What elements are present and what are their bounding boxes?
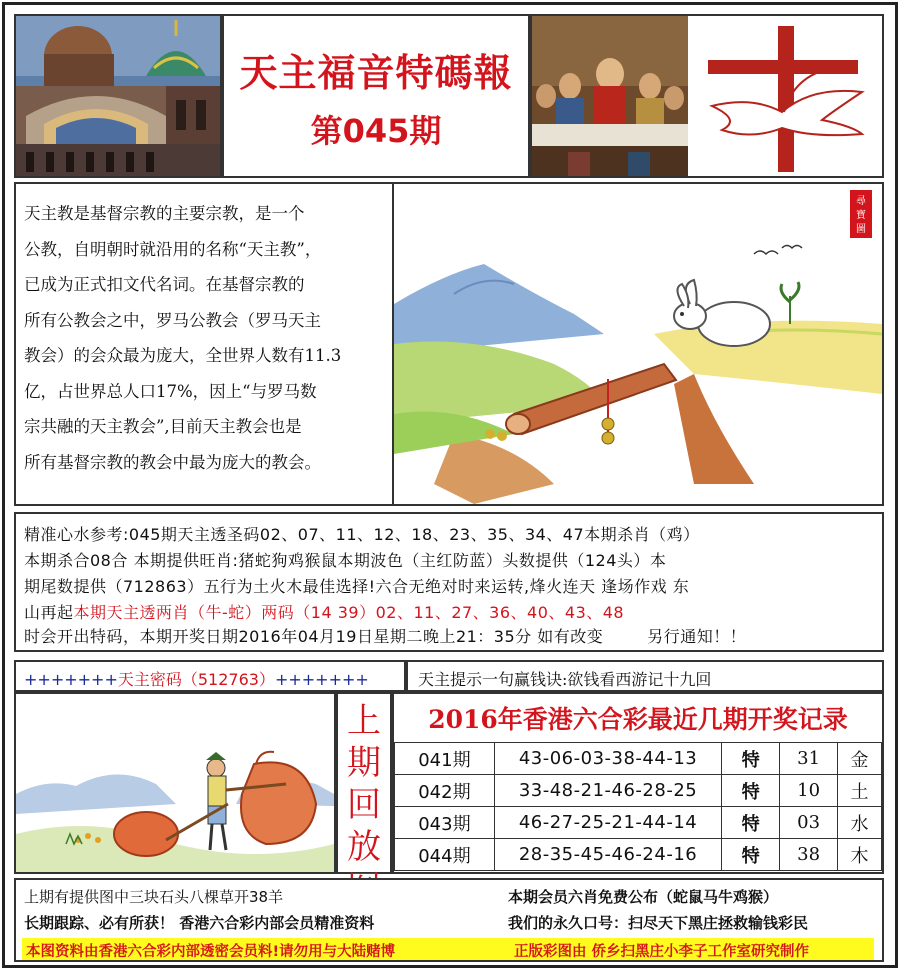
code-suffix: +++++++	[274, 670, 369, 689]
table-row	[395, 839, 882, 871]
special-label-cell: 特	[722, 775, 780, 807]
secret-code	[24, 667, 369, 690]
footer-text: 本图资料由香港六合彩内部透密会员料!请勿用与大陆赌博	[26, 944, 396, 960]
intro-line: 所有公教会之中，罗马公教会（罗马天主	[24, 310, 321, 330]
results-panel	[392, 692, 884, 874]
page-title: 天主福音特碼報	[239, 51, 513, 95]
footer-text: 长期跟踪、必有所获！ 香港六合彩内部会员精准资料	[24, 914, 375, 932]
intro-line: 教会）的会众最为庞大，全世界人数有11.3	[24, 346, 342, 365]
info-text: 山再起	[24, 603, 74, 622]
tip-text: 天主提示一句赢钱诀:欲钱看西游记十九回	[418, 670, 712, 689]
intro-line: 天主教是基督宗教的主要宗教，是一个	[24, 204, 305, 223]
issue-cell: 041期	[395, 743, 495, 775]
element-cell: 土	[838, 775, 882, 807]
footer-text: 上期有提供图中三块石头八棵草开38羊	[24, 888, 284, 906]
last-issue-label: 上 期 回 放	[347, 701, 381, 867]
special-label-cell: 特	[722, 839, 780, 871]
info-line: 期尾数提供（712863）五行为土火木最佳选择!六合无绝对时来运转,烽火连天 逢场作戏 东	[24, 577, 690, 596]
info-highlight: 本期天主透两肖（牛-蛇）两码（14 39）02、11、27、36、40、43、48	[73, 603, 625, 622]
numbers-cell: 43-06-03-38-44-13	[494, 743, 721, 775]
title-panel	[222, 14, 530, 178]
code-prefix: +++++++	[24, 670, 118, 689]
issue-cell: 044期	[395, 839, 495, 871]
intro-line: 已成为正式扣文代名词。在基督宗教的	[24, 275, 305, 294]
last-supper-painting	[532, 16, 688, 176]
special-number-cell: 31	[780, 743, 838, 775]
table-row	[395, 807, 882, 839]
footer-text: 正版彩图由 侨乡扫黑庄小李子工作室研究制作	[514, 944, 810, 960]
religious-images	[530, 14, 884, 178]
treasure-map-illustration	[392, 182, 884, 506]
issue-cell: 043期	[395, 807, 495, 839]
info-line	[24, 600, 624, 623]
special-number-cell: 03	[780, 807, 838, 839]
special-label-cell: 特	[722, 807, 780, 839]
numbers-cell: 33-48-21-46-28-25	[494, 775, 721, 807]
intro-line: 亿，占世界总人口17%，因上“与罗马数	[24, 381, 317, 401]
special-number-cell: 38	[780, 839, 838, 871]
footer-text: 本期会员六肖免费公布（蛇鼠马牛鸡猴）	[508, 888, 779, 906]
cathedral-image	[14, 14, 222, 178]
svg-text:尋: 尋	[856, 196, 866, 207]
intro-panel	[14, 182, 392, 506]
special-number-cell: 10	[780, 775, 838, 807]
intro-paragraph	[24, 196, 384, 480]
cross-dove-icon	[692, 16, 882, 176]
footer-panel	[14, 878, 884, 962]
last-issue-label-panel	[336, 692, 392, 874]
secret-code-panel	[14, 660, 406, 692]
info-line: 本期杀合08合 本期提供旺肖:猪蛇狗鸡猴鼠本期波色（主红防蓝）头数提供（124头）本	[24, 551, 667, 570]
issue-cell: 042期	[395, 775, 495, 807]
prediction-panel	[14, 512, 884, 652]
footer-text: 我们的永久口号：扫尽天下黑庄拯救输钱彩民	[508, 914, 809, 932]
intro-line: 所有基督宗教的教会中最为庞大的教会。	[24, 452, 321, 472]
intro-line: 宗共融的天主教会”,目前天主教会也是	[24, 417, 302, 436]
info-line: 精准心水参考:045期天主透圣码02、07、11、12、18、23、35、34、47本期杀肖（鸡）	[24, 525, 700, 544]
element-cell: 金	[838, 743, 882, 775]
code-label: 天主密码（512763）	[117, 670, 275, 689]
seal-stamp	[850, 190, 872, 238]
info-text: 另行通知！！	[647, 627, 747, 646]
special-label-cell: 特	[722, 743, 780, 775]
results-table	[394, 742, 882, 871]
numbers-cell: 46-27-25-21-44-14	[494, 807, 721, 839]
table-row	[395, 775, 882, 807]
results-title: 2016年香港六合彩最近几期开奖记录	[428, 705, 848, 734]
element-cell: 木	[838, 839, 882, 871]
svg-text:寶: 寶	[856, 210, 866, 221]
info-text: 时会开出特码，本期开奖日期2016年04月19日星期二晚上21：35分 如有改变	[24, 627, 604, 646]
numbers-cell: 28-35-45-46-24-16	[494, 839, 721, 871]
table-row	[395, 743, 882, 775]
tip-panel	[406, 660, 884, 692]
intro-line: 公教，自明朝时就沿用的名称“天主教”，	[24, 239, 322, 259]
footer-highlight-bar	[22, 938, 874, 960]
info-line	[24, 624, 746, 647]
issue-number: 第045期	[310, 112, 442, 150]
element-cell: 水	[838, 807, 882, 839]
last-issue-illustration	[14, 692, 336, 874]
svg-text:圖: 圖	[856, 224, 866, 235]
